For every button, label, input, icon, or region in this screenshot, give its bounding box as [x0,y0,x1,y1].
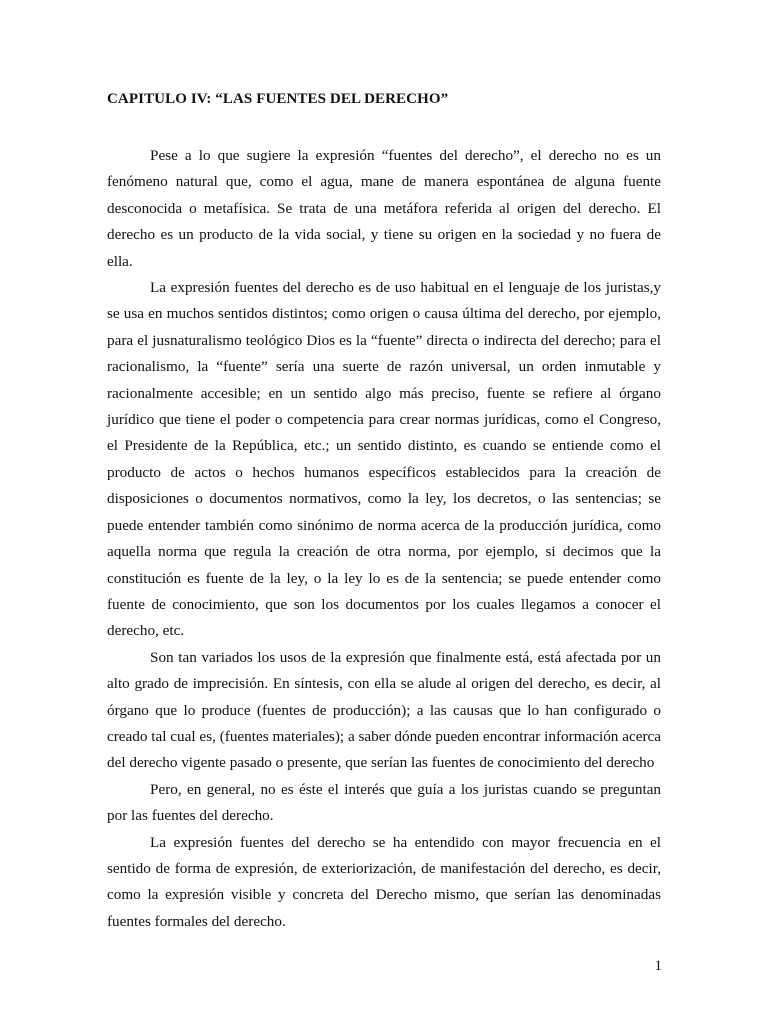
paragraph-4: Pero, en general, no es éste el interés que guía a los juristas cuando se preguntan por las fuentes del derecho. [107,780,661,825]
body-text [107,143,661,935]
paragraph-1: Pese a lo que sugiere la expresión “fuentes del derecho”, el derecho no es un fenómeno natural que, como el agua, mane de manera espontánea de alguna fuente desconocida o metafísica. Se trata de una metáfora referida al origen del derecho. El derecho es un producto de la vida social, y tiene su origen en la sociedad y no fuera de ella. [107,147,661,270]
page-number: 1 [654,958,662,974]
paragraph-3: Son tan variados los usos de la expresión que finalmente está, está afectada por un alto grado de imprecisión. En síntesis, con ella se alude al origen del derecho, es decir, al órgano que lo produce (fuentes de producción); a las causas que lo han configurado o creado tal cual es, (fuentes materiales); a saber dónde pueden encontrar información acerca del derecho vigente pasado o presente, que serían las fuentes de conocimiento del derecho [107,648,661,772]
paragraph-2: La expresión fuentes del derecho es de uso habitual en el lenguaje de los juristas,y se usa en muchos sentidos distintos; como origen o causa última del derecho, por ejemplo, para el jusnaturalismo teológico Dios es la “fuente” directa o indirecta del derecho; para el racionalismo, la “fuente” sería una suerte de razón universal, un orden inmutable y racionalmente accesible; en un sentido algo más preciso, fuente se refiere al órgano jurídico que tiene el poder o competencia para crear normas jurídicas, como el Congreso, el Presidente de la República, etc.; un sentido distinto, es cuando se entiende como el producto de actos o hechos humanos específicos establecidos para la creación de disposiciones o documentos normativos, como la ley, los decretos, o las sentencias; se puede entender también como sinónimo de norma acerca de la producción jurídica, como aquella norma que regula la creación de otra norma, por ejemplo, si decimos que la constitución es fuente de la ley, o la ley lo es de la sentencia; se puede entender como fuente de conocimiento, que son los documentos por los cuales llegamos a conocer el derecho, etc. [107,279,661,640]
paragraph-5: La expresión fuentes del derecho se ha entendido con mayor frecuencia en el sentido de forma de expresión, de exteriorización, de manifestación del derecho, es decir, como la expresión visible y concreta del Derecho mismo, que serían las denominadas fuentes formales del derecho. [107,833,661,930]
chapter-title: CAPITULO IV: “LAS FUENTES DEL DERECHO” [107,91,449,107]
